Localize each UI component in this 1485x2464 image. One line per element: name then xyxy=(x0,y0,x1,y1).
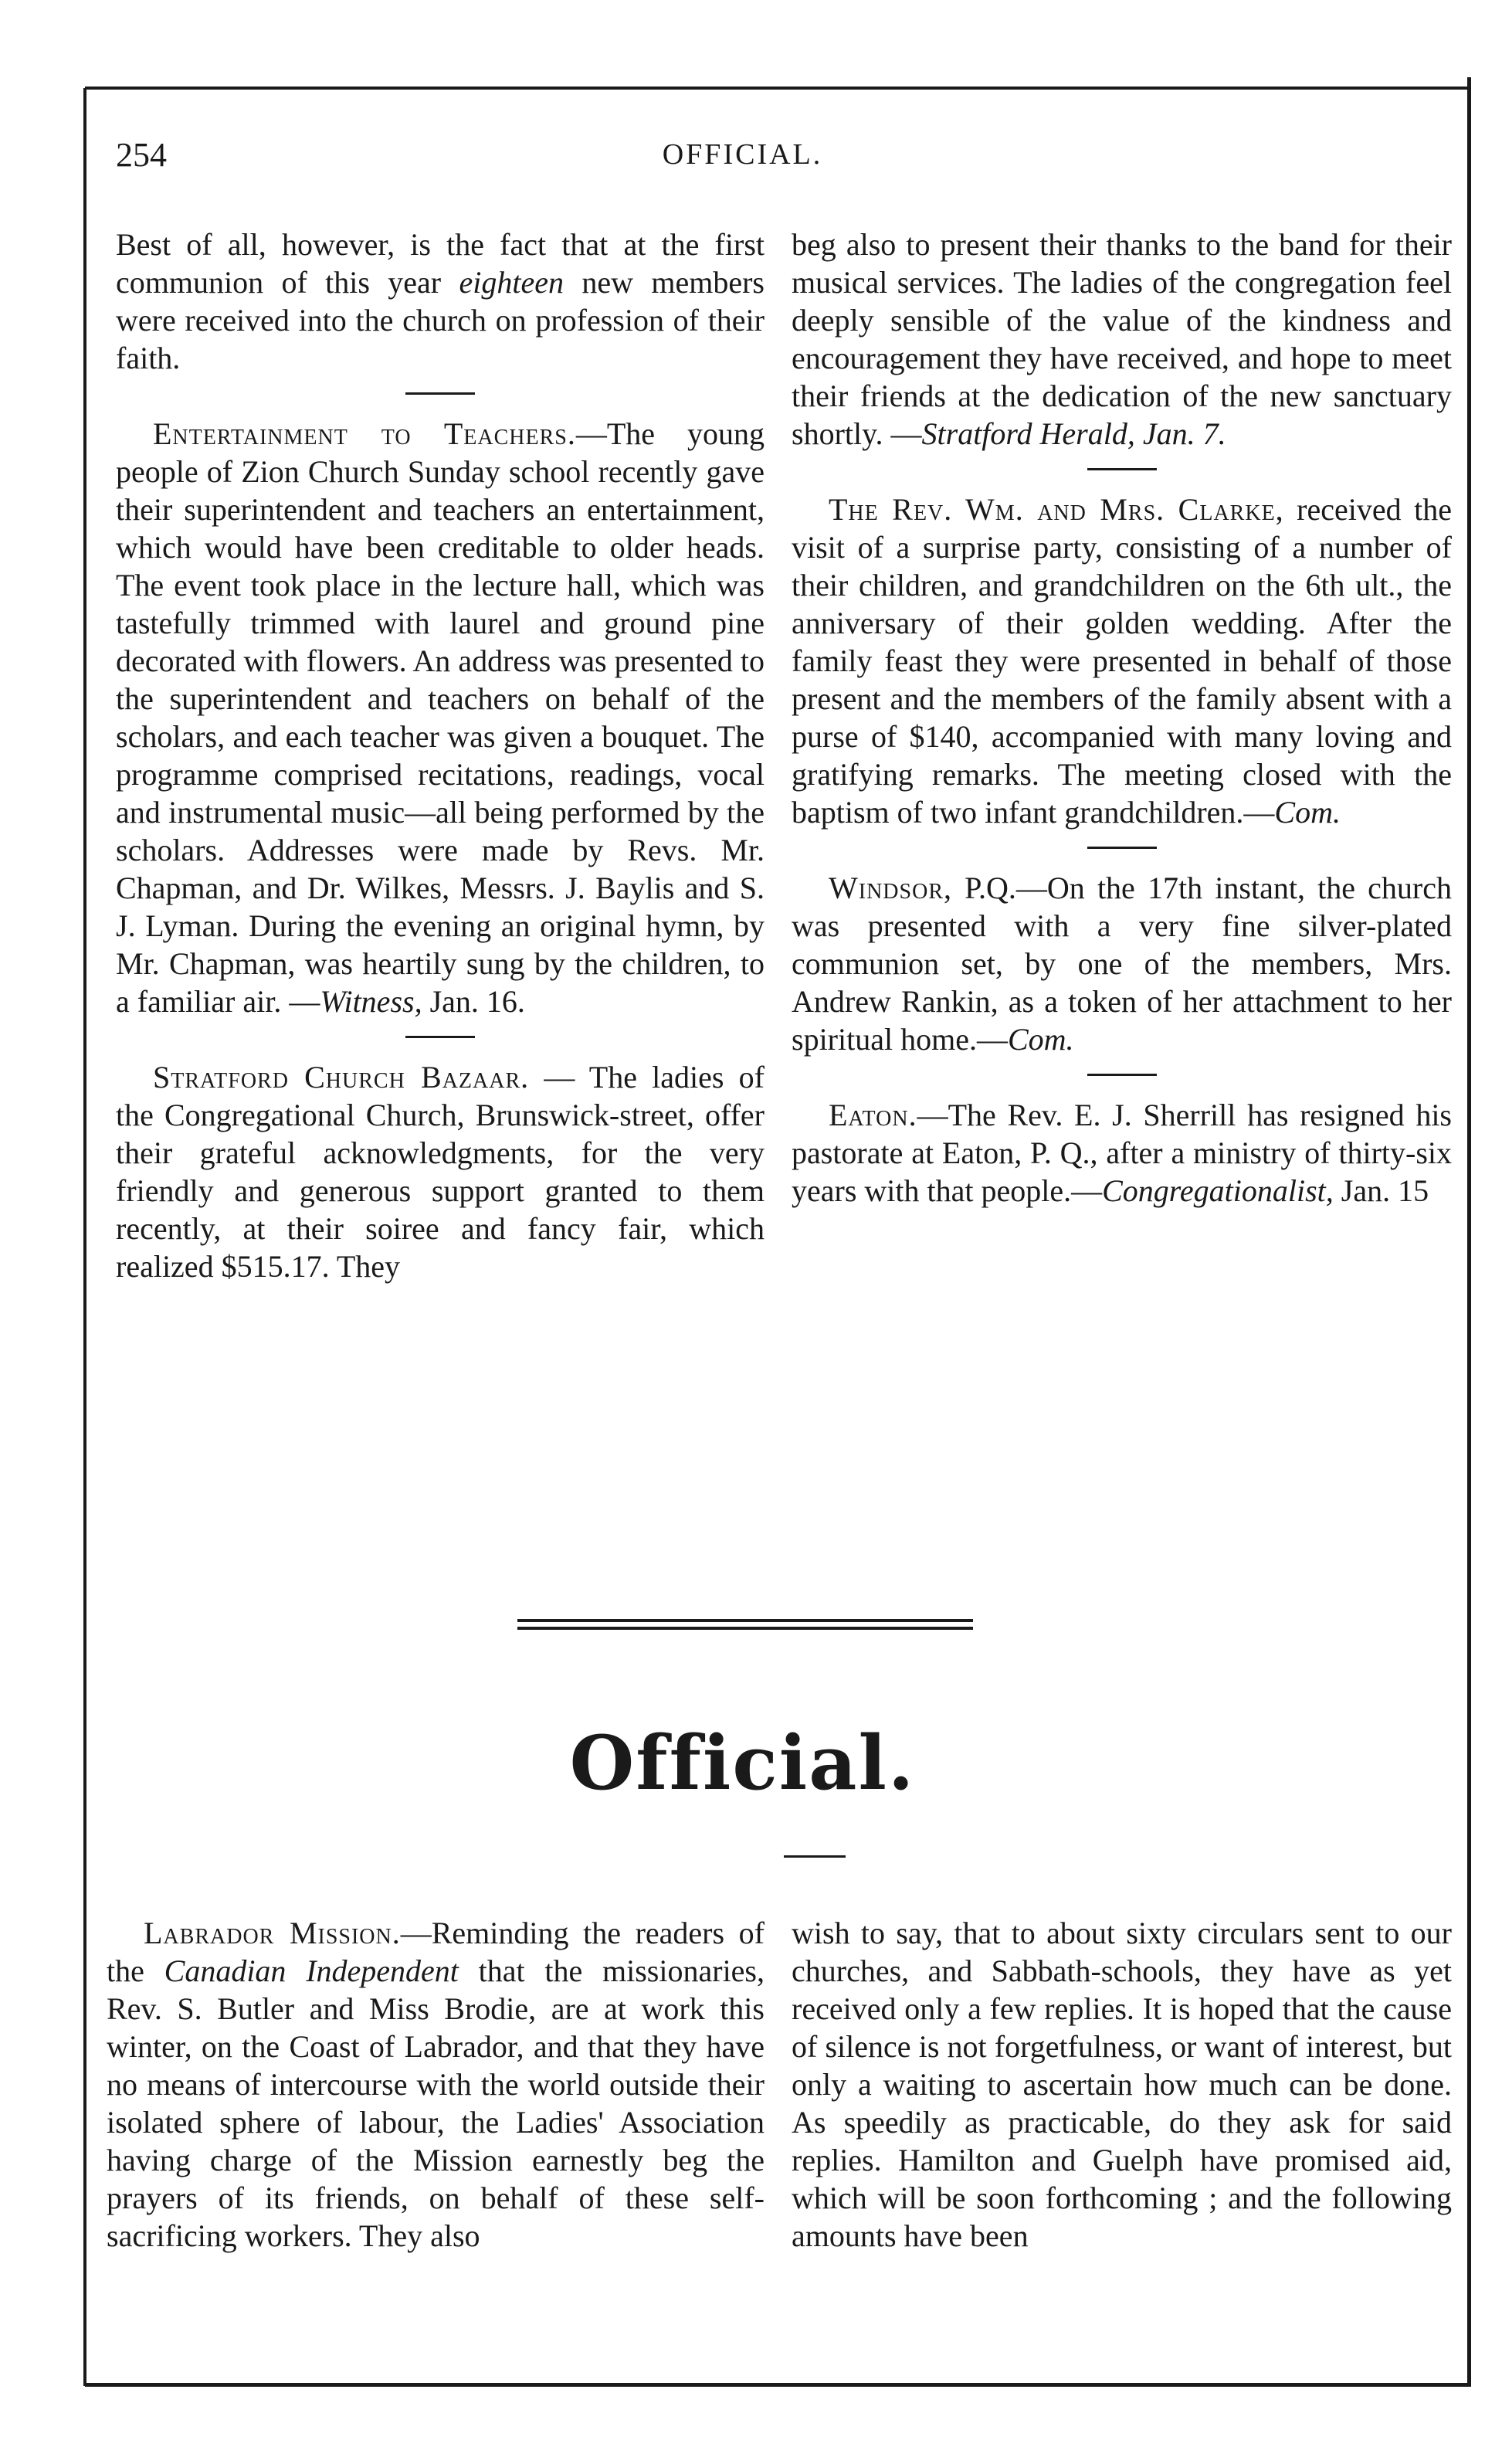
separator-rule xyxy=(1087,468,1157,470)
text-span: that the missionaries, Rev. S. Butler and Miss Brodie, are at work this winter, on the Coast of Labrador, and that they have no means of intercourse with the world outside their isolated sphere of labour, the Ladies' Association having charge of the Mission earnestly beg the prayers of its friends, on behalf of these self-sacrificing workers. They also xyxy=(107,1953,765,2253)
paragraph-heading: Labrador Mission. xyxy=(144,1916,401,1950)
paragraph-heading: The Rev. Wm. and Mrs. Clarke, xyxy=(829,492,1284,527)
separator-rule xyxy=(405,1036,475,1038)
running-head: OFFICIAL. xyxy=(662,138,823,171)
page-border-bottom xyxy=(85,2383,1471,2387)
text-span: Best of all, however, is the fact that at the first communion of this year xyxy=(116,227,765,300)
paragraph-labrador xyxy=(107,1914,765,2255)
paragraph-windsor xyxy=(792,869,1452,1058)
section-heading: Official. xyxy=(569,1719,916,1807)
paragraph-heading: Windsor, xyxy=(829,871,952,905)
source-citation: Witness, xyxy=(320,984,422,1019)
text-span: —The Rev. E. J. Sherrill has resigned his pastorate at Eaton, P. Q., after a ministry of thirty-six years with that people.— xyxy=(792,1098,1452,1208)
italic-text: Canadian Independent xyxy=(164,1953,459,1988)
page-border-top xyxy=(85,87,1467,90)
text-span: —The young people of Zion Church Sunday school recently gave their superintendent and teachers an entertainment, which would have been creditable to older heads. The event took place in the lecture hall, which was tastefully trimmed with laurel and ground pine decorated with flowers. An address was presented to the superintendent and teachers on behalf of the scholars, and each teacher was given a bouquet. The programme comprised recitations, readings, vocal and instrumental music—all being performed by the scholars. Addresses were made by Revs. Mr. Chapman, and Dr. Wilkes, Messrs. J. Baylis and S. J. Lyman. During the evening an original hymn, by Mr. Chapman, was heartily sung by the children, to a familiar air. — xyxy=(116,416,765,1019)
text-span: P.Q.—On the 17th instant, the church was presented with a very fine silver-plated communion set, by one of the members, Mrs. Andrew Rankin, as a token of her attachment to her spiritual home.— xyxy=(792,871,1452,1057)
text-span: received the visit of a surprise party, consisting of a number of their children, and grandchildren on the 6th ult., the anniversary of their golden wedding. After the family feast they were presented in behalf of those present and the members of the family absent with a purse of $140, accompanied with many loving and gratifying remarks. The meeting closed with the baptism of two infant grandchildren.— xyxy=(792,492,1452,830)
paragraph-bazaar-continued xyxy=(792,226,1452,453)
page-border-right xyxy=(1467,77,1471,2387)
citation-date: Jan. 15 xyxy=(1333,1173,1429,1208)
separator-rule xyxy=(405,392,475,395)
text-span: beg also to present their thanks to the band for their musical services. The ladies of the congregation feel deeply sensible of the value of the kindness and encouragement they have received, and hope to meet their friends at the dedication of the new sanctuary shortly. — xyxy=(792,227,1452,451)
page-border-left xyxy=(83,88,86,2386)
paragraph-communion xyxy=(116,226,765,377)
separator-rule xyxy=(1087,1074,1157,1076)
source-citation: Com. xyxy=(1274,795,1341,830)
section-separator-rule xyxy=(784,1855,846,1858)
italic-text: eighteen xyxy=(459,265,564,300)
separator-rule xyxy=(1087,847,1157,849)
paragraph-bazaar xyxy=(116,1058,765,1285)
text-span: wish to say, that to about sixty circulars sent to our churches, and Sabbath-schools, they have as yet received only a few replies. It is hoped that the cause of silence is not forgetfulness, or want of interest, but only a waiting to ascertain how much can be done. As speedily as practicable, do they ask for said replies. Hamilton and Guelph have promised aid, which will be soon forthcoming ; and the following amounts have been xyxy=(792,1916,1452,2253)
column-right xyxy=(792,226,1452,1210)
paragraph-heading: Entertainment to Teachers. xyxy=(153,416,576,451)
text-span: —Reminding the readers of the xyxy=(107,1916,765,1988)
source-citation: Congregationalist, xyxy=(1102,1173,1334,1208)
paragraph-heading: Eaton. xyxy=(829,1098,917,1132)
text-span: new members were received into the church on profession of their faith. xyxy=(116,265,765,375)
paragraph-eaton xyxy=(792,1096,1452,1210)
page-number: 254 xyxy=(116,136,167,174)
section-double-rule xyxy=(517,1619,973,1630)
paragraph-clarke xyxy=(792,490,1452,831)
official-column-right xyxy=(792,1914,1452,2255)
column-left xyxy=(116,226,765,1285)
paragraph-labrador-continued xyxy=(792,1914,1452,2255)
paragraph-entertainment xyxy=(116,415,765,1020)
source-citation: Stratford Herald, Jan. 7. xyxy=(921,416,1226,451)
source-citation: Com. xyxy=(1007,1022,1074,1057)
paragraph-heading: Stratford Church Bazaar. xyxy=(153,1060,530,1095)
text-span: — The ladies of the Congregational Church, Brunswick-street, offer their grateful acknowledgments, for the very friendly and generous support granted to them recently, at their soiree and fancy fair, which realized $515.17. They xyxy=(116,1060,765,1284)
official-column-left xyxy=(107,1914,765,2255)
citation-date: Jan. 16. xyxy=(422,984,525,1019)
